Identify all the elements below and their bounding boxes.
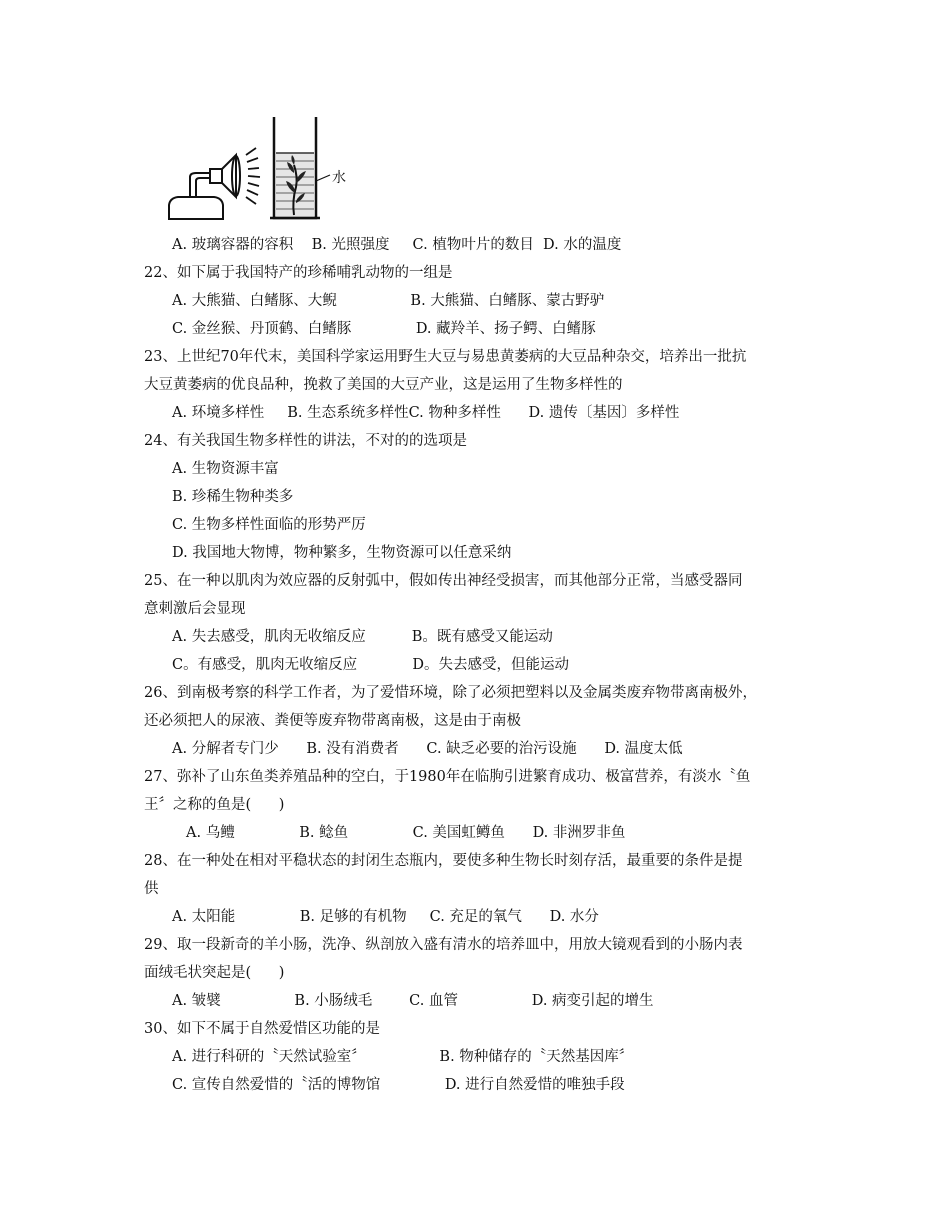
q30-stem: 30、如下不属于自然爱惜区功能的是 [144,1021,380,1037]
q26-options: A. 分解者专门少 B. 没有消费者 C. 缺乏必要的治污设施 D. 温度太低 [172,741,683,757]
q23-stem-line1: 23、上世纪70年代末，美国科学家运用野生大豆与易患黄萎病的大豆品种杂交，培养出一批抗 [144,349,747,365]
q24-option-a: A. 生物资源丰富 [172,461,279,477]
q22-stem: 22、如下属于我国特产的珍稀哺乳动物的一组是 [144,265,453,281]
q28-options: A. 太阳能 B. 足够的有机物 C. 充足的氧气 D. 水分 [172,909,599,925]
speaker-and-container-illustration [166,115,356,225]
q30-options-ab: A. 进行科研的〝天然试验室〞 B. 物种储存的〝天然基因库〞 [172,1049,634,1065]
q28-stem-line2: 供 [144,881,159,897]
q27-stem-line1: 27、弥补了山东鱼类养殖品种的空白，于1980年在临朐引进繁育成功、极富营养，有淡水〝鱼 [144,769,751,785]
q27-options: A. 乌鳢 B. 鲶鱼 C. 美国虹鳟鱼 D. 非洲罗非鱼 [186,825,626,841]
q25-stem-line2: 意刺激后会显现 [144,601,246,617]
q24-option-d: D. 我国地大物博，物种繁多，生物资源可以任意采纳 [172,545,512,561]
experiment-figure [166,115,356,225]
q28-stem-line1: 28、在一种处在相对平稳状态的封闭生态瓶内，要使多种生物长时刻存活，最重要的条件是提 [144,853,743,869]
q29-stem-line2: 面绒毛状突起是( ) [144,965,285,981]
q29-options: A. 皱襞 B. 小肠绒毛 C. 血管 D. 病变引起的增生 [172,993,654,1009]
q24-option-b: B. 珍稀生物种类多 [172,489,294,505]
q21-options: A. 玻璃容器的容积 B. 光照强度 C. 植物叶片的数目 D. 水的温度 [172,237,622,253]
q24-option-c: C. 生物多样性面临的形势严厉 [172,517,366,533]
q25-options-cd: C。有感受，肌肉无收缩反应 D。失去感受，但能运动 [172,657,570,673]
q26-stem-line1: 26、到南极考察的科学工作者，为了爱惜环境，除了必须把塑料以及金属类废弃物带离南极外， [144,685,757,701]
q23-stem-line2: 大豆黄萎病的优良品种，挽救了美国的大豆产业，这是运用了生物多样性的 [144,377,623,393]
q25-options-ab: A. 失去感受，肌肉无收缩反应 B。既有感受又能运动 [172,629,553,645]
q29-stem-line1: 29、取一段新奇的羊小肠，洗净、纵剖放入盛有清水的培养皿中，用放大镜观看到的小肠内表 [144,937,743,953]
q30-options-cd: C. 宣传自然爱惜的〝活的博物馆 D. 进行自然爱惜的唯独手段 [172,1077,625,1093]
q27-stem-line2: 王〞之称的鱼是( ) [144,797,285,813]
q23-options: A. 环境多样性 B. 生态系统多样性C. 物种多样性 D. 遗传〔基因〕多样性 [172,405,680,421]
q22-options-cd: C. 金丝猴、丹顶鹤、白鳍豚 D. 藏羚羊、扬子鳄、白鳍豚 [172,321,596,337]
q26-stem-line2: 还必须把人的尿液、粪便等废弃物带离南极，这是由于南极 [144,713,521,729]
q22-options-ab: A. 大熊猫、白鳍豚、大鲵 B. 大熊猫、白鳍豚、蒙古野驴 [172,293,605,309]
q24-stem: 24、有关我国生物多样性的讲法，不对的的选项是 [144,433,467,449]
q25-stem-line1: 25、在一种以肌肉为效应器的反射弧中，假如传出神经受损害，而其他部分正常，当感受器同 [144,573,743,589]
water-label: 水 [332,170,346,186]
